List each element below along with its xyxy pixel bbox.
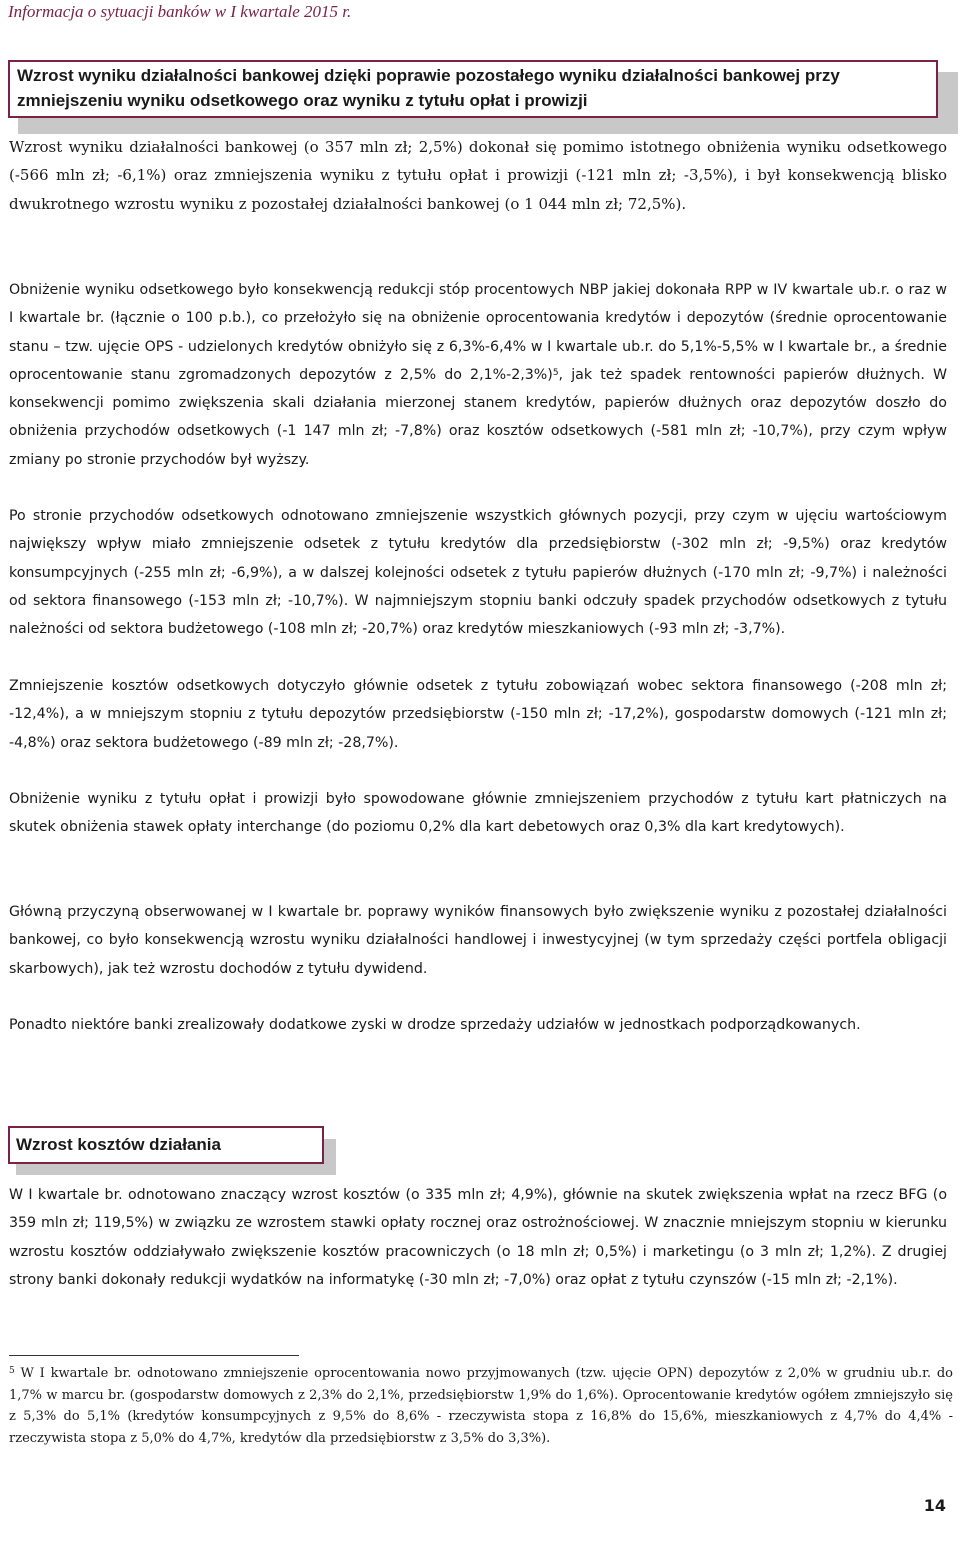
running-header: Informacja o sytuacji banków w I kwartale 2015 r. [8, 2, 352, 21]
section-heading-costs: Wzrost kosztów działania [8, 1126, 324, 1164]
paragraph-interest-result-text: Obniżenie wyniku odsetkowego było konsekwencją redukcji stóp procentowych NBP jakiej dokonała RPP w IV kwartale ub.r. o raz w I kwartale br. (łącznie o 100 p.b.), co przełożyło się na obniżenie oprocentowania kredytów i depozytów (średnie oprocentowanie stanu – tzw. ujęcie OPS - udzielonych kredytów obniżyło się z 6,3%-6,4% w I kwartale ub.r. do 5,1%-5,5% w I kwartale br., a średnie oprocentowanie stanu zgromadzonych depozytów z 2,5% do 2,1%-2,3%) [9, 282, 947, 383]
paragraph-subsidiaries: Ponadto niektóre banki zrealizowały dodatkowe zyski w drodze sprzedaży udziałów w jednostkach podporządkowanych. [9, 1017, 861, 1033]
paragraph-fees-commissions: Obniżenie wyniku z tytułu opłat i prowizji było spowodowane głównie zmniejszeniem przychodów z tytułu kart płatniczych na skutek obniżenia stawek opłaty interchange (do poziomu 0,2% dla kart debetowych oraz 0,3% dla kart kredytowych). [9, 791, 947, 836]
paragraph-interest-result-continued: , jak też spadek rentowności papierów dłużnych. W konsekwencji pomimo zwiększenia skali działania mierzonej stanem kredytów, papierów dłużnych oraz depozytów doszło do obniżenia przychodów odsetkowych (-1 147 mln zł; -7,8%) oraz kosztów odsetkowych (-581 mln zł; -10,7%), przy czym wpływ zmiany po stronie przychodów był wyższy. [9, 366, 948, 468]
paragraph-interest-costs: Zmniejszenie kosztów odsetkowych dotyczyło głównie odsetek z tytułu zobowiązań wobec sektora finansowego (-208 mln zł; -12,4%), a w mniejszym stopniu z tytułu depozytów przedsiębiorstw (-150 mln zł; -17,2%), gospodarstw domowych (-121 mln zł; -4,8%) oraz sektora budżetowego (-89 mln zł; -28,7%). [9, 678, 947, 751]
paragraph-interest-result [9, 276, 947, 474]
footnote-text: W I kwartale br. odnotowano zmniejszenie oprocentowania nowo przyjmowanych (tzw. ujęcie OPN) depozytów z 2,0% w grudniu ub.r. do 1,7% w marcu br. (gospodarstw domowych z 2,3% do 2,1%, przedsiębiorstw 1,9% do 1,6%). Oprocentowanie kredytów ogółem zmniejszyło się z 5,3% do 5,1% (kredytów konsumpcyjnych z 9,5% do 8,6% - rzeczywista stopa z 16,8% do 15,6%, mieszkaniowych z 4,7% do 4,4% - rzeczywista stopa z 5,0% do 4,7%, kredytów dla przedsiębiorstw z 3,5% do 3,3%). [9, 1366, 953, 1446]
section-heading-results: Wzrost wyniku działalności bankowej dzięki poprawie pozostałego wyniku działalności bankowej przy zmniejszeniu wyniku odsetkowego oraz wyniku z tytułu opłat i prowizji [8, 60, 938, 118]
footnote-reference: 5 [552, 367, 559, 378]
footnote-number: 5 [9, 1366, 15, 1376]
paragraph-other-result: Główną przyczyną obserwowanej w I kwartale br. poprawy wyników finansowych było zwiększenie wyniku z pozostałej działalności bankowej, co było konsekwencją wzrostu wyniku działalności handlowej i inwestycyjnej (w tym sprzedaży części portfela obligacji skarbowych), jak też wzrostu dochodów z tytułu dywidend. [9, 904, 947, 977]
paragraph-operating-costs: W I kwartale br. odnotowano znaczący wzrost kosztów (o 335 mln zł; 4,9%), głównie na skutek zwiększenia wpłat na rzecz BFG (o 359 mln zł; 119,5%) w związku ze wzrostem stawki opłaty rocznej oraz ostrożnościowej. W znacznie mniejszym stopniu w kierunku wzrostu kosztów oddziaływało zwiększenie kosztów pracowniczych (o 18 mln zł; 0,5%) i marketingu (o 3 mln zł; 1,2%). Z drugiej strony banki dokonały redukcji wydatków na informatykę (-30 mln zł; -7,0%) oraz opłat z tytułu czynszów (-15 mln zł; -2,1%). [9, 1187, 947, 1288]
footnote [9, 1363, 953, 1449]
paragraph-interest-income: Po stronie przychodów odsetkowych odnotowano zmniejszenie wszystkich głównych pozycji, przy czym w ujęciu wartościowym największy wpływ miało zmniejszenie odsetek z tytułu kredytów dla przedsiębiorstw (-302 mln zł; -9,5%) oraz kredytów konsumpcyjnych (-255 mln zł; -6,9%), a w dalszej kolejności odsetek z tytułu papierów dłużnych (-170 mln zł; -9,7%) i należności od sektora finansowego (-153 mln zł; -10,7%). W najmniejszym stopniu banki odczuły spadek przychodów odsetkowych z tytułu należności od sektora budżetowego (-108 mln zł; -20,7%) oraz kredytów mieszkaniowych (-93 mln zł; -3,7%). [9, 508, 947, 638]
page-number: 14 [923, 1496, 946, 1515]
paragraph-banking-result: Wzrost wyniku działalności bankowej (o 357 mln zł; 2,5%) dokonał się pomimo istotnego obniżenia wyniku odsetkowego (-566 mln zł; -6,1%) oraz zmniejszenia wyniku z tytułu opłat i prowizji (-121 mln zł; -3,5%), i był konsekwencją blisko dwukrotnego wzrostu wyniku z pozostałej działalności bankowej (o 1 044 mln zł; 72,5%). [9, 138, 947, 213]
footnote-separator [9, 1355, 299, 1356]
